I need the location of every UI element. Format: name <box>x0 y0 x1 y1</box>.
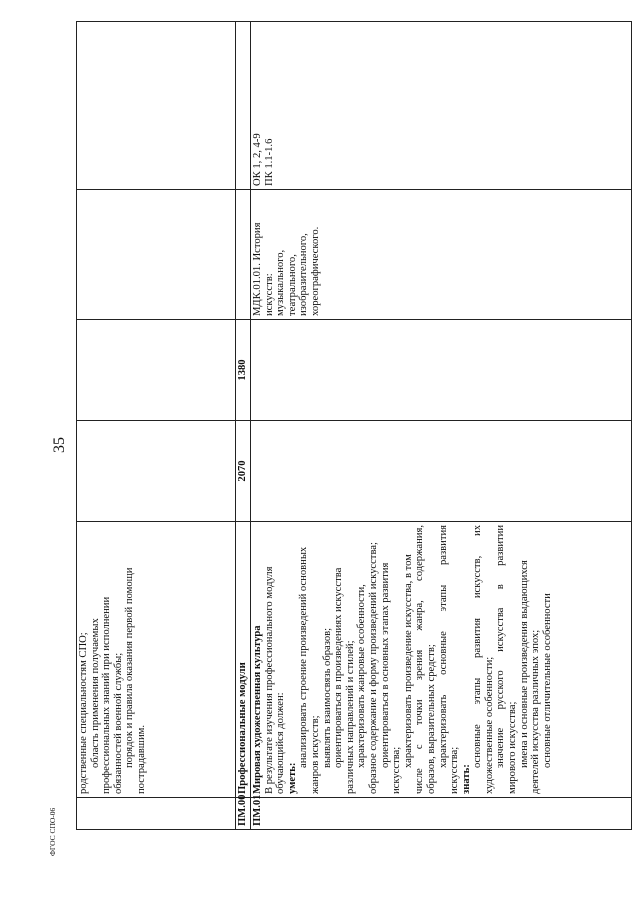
text-line: основные этапы развития искусств, их <box>472 525 484 768</box>
text-line: имена и основные произведения выдающихся <box>518 560 530 768</box>
text-line: значение русского искусства в развитии <box>495 525 507 768</box>
cell-empty <box>77 320 236 421</box>
know-heading: знать: <box>460 764 472 794</box>
text-line: В результате изучения профессионального модуля <box>263 566 275 794</box>
cell-section-code: ПМ.00 <box>236 798 251 830</box>
cell-empty <box>77 190 236 320</box>
cell-mdk <box>251 190 632 320</box>
document-code: ФГОС СПО-06 <box>48 807 57 856</box>
text-line: ОК 1, 2, 4-9 <box>252 133 263 186</box>
text-line: ориентироваться в основных этапах развития <box>379 562 391 768</box>
cell-module-description <box>251 522 632 798</box>
text-line: образное содержание и форму произведений искусства; <box>367 542 379 794</box>
text-line: пострадавшим. <box>135 725 147 794</box>
cell-module-code: ПМ.01 <box>251 798 632 830</box>
text-line: профессиональных знаний при исполнении <box>101 596 113 794</box>
text-line: искусства; <box>391 746 403 794</box>
text-line: числе с точки зрения жанра, содержания, <box>414 525 426 794</box>
text-line: деятелей искусства различных эпох; <box>530 629 542 794</box>
text-line: жанров искусств; <box>309 715 321 794</box>
text-line: выявлять взаимосвязь образов; <box>321 627 333 768</box>
text-line: мирового искусства; <box>507 701 519 794</box>
cell-code-empty <box>77 798 236 830</box>
text-line: художественные особенности; <box>483 656 495 794</box>
cell-section-title: Профессиональные модули <box>236 522 251 798</box>
cell-empty <box>236 22 251 190</box>
text-line: различных направлений и стилей; <box>344 640 356 794</box>
cell-empty <box>236 190 251 320</box>
text-line: характеризовать жанровые особенности, <box>356 584 368 768</box>
text-line: ПК 1.1-1.6 <box>263 138 275 186</box>
text-line: характеризовать основные этапы развития <box>437 525 449 768</box>
cell-empty <box>77 22 236 190</box>
cell-class-load: 1380 <box>236 320 251 421</box>
be-able-heading: уметь: <box>286 762 298 794</box>
cell-competences <box>251 22 632 190</box>
text-line: хореографического. <box>309 226 321 316</box>
cell-continuation-text <box>77 522 236 798</box>
table-row-section <box>236 22 251 830</box>
competency-table <box>76 22 626 830</box>
text-line: МДК.01.01. История <box>252 222 263 316</box>
cell-empty <box>251 421 632 522</box>
text-line: обязанностей военной службы; <box>112 652 124 794</box>
text-line: театрального, <box>286 254 298 316</box>
page-number: 35 <box>51 437 68 453</box>
text-line: обучающийся должен: <box>275 692 287 794</box>
text-line: искусств: <box>263 273 275 316</box>
text-line: музыкального, <box>275 249 287 316</box>
text-line: искусства; <box>449 746 461 794</box>
cell-max-load: 2070 <box>236 421 251 522</box>
module-title: Мировая художественная культура <box>252 625 263 794</box>
cell-empty <box>251 320 632 421</box>
text-line: область применения получаемых <box>89 618 101 768</box>
cell-empty <box>77 421 236 522</box>
text-line: изобразительного, <box>298 233 310 316</box>
text-line: анализировать строение произведений основных <box>298 546 310 768</box>
text-line: родственные специальностям СПО; <box>78 632 89 794</box>
text-line: основные отличительные особенности <box>541 593 553 768</box>
text-line: образов, выразительных средств; <box>425 644 437 794</box>
table-row-module <box>251 22 632 830</box>
text-line: ориентироваться в произведениях искусства <box>333 567 345 768</box>
text-line: порядок и правила оказания первой помощи <box>124 567 136 768</box>
text-line: характеризовать произведение искусства, в том <box>402 554 414 768</box>
table-row-continuation <box>77 22 236 830</box>
